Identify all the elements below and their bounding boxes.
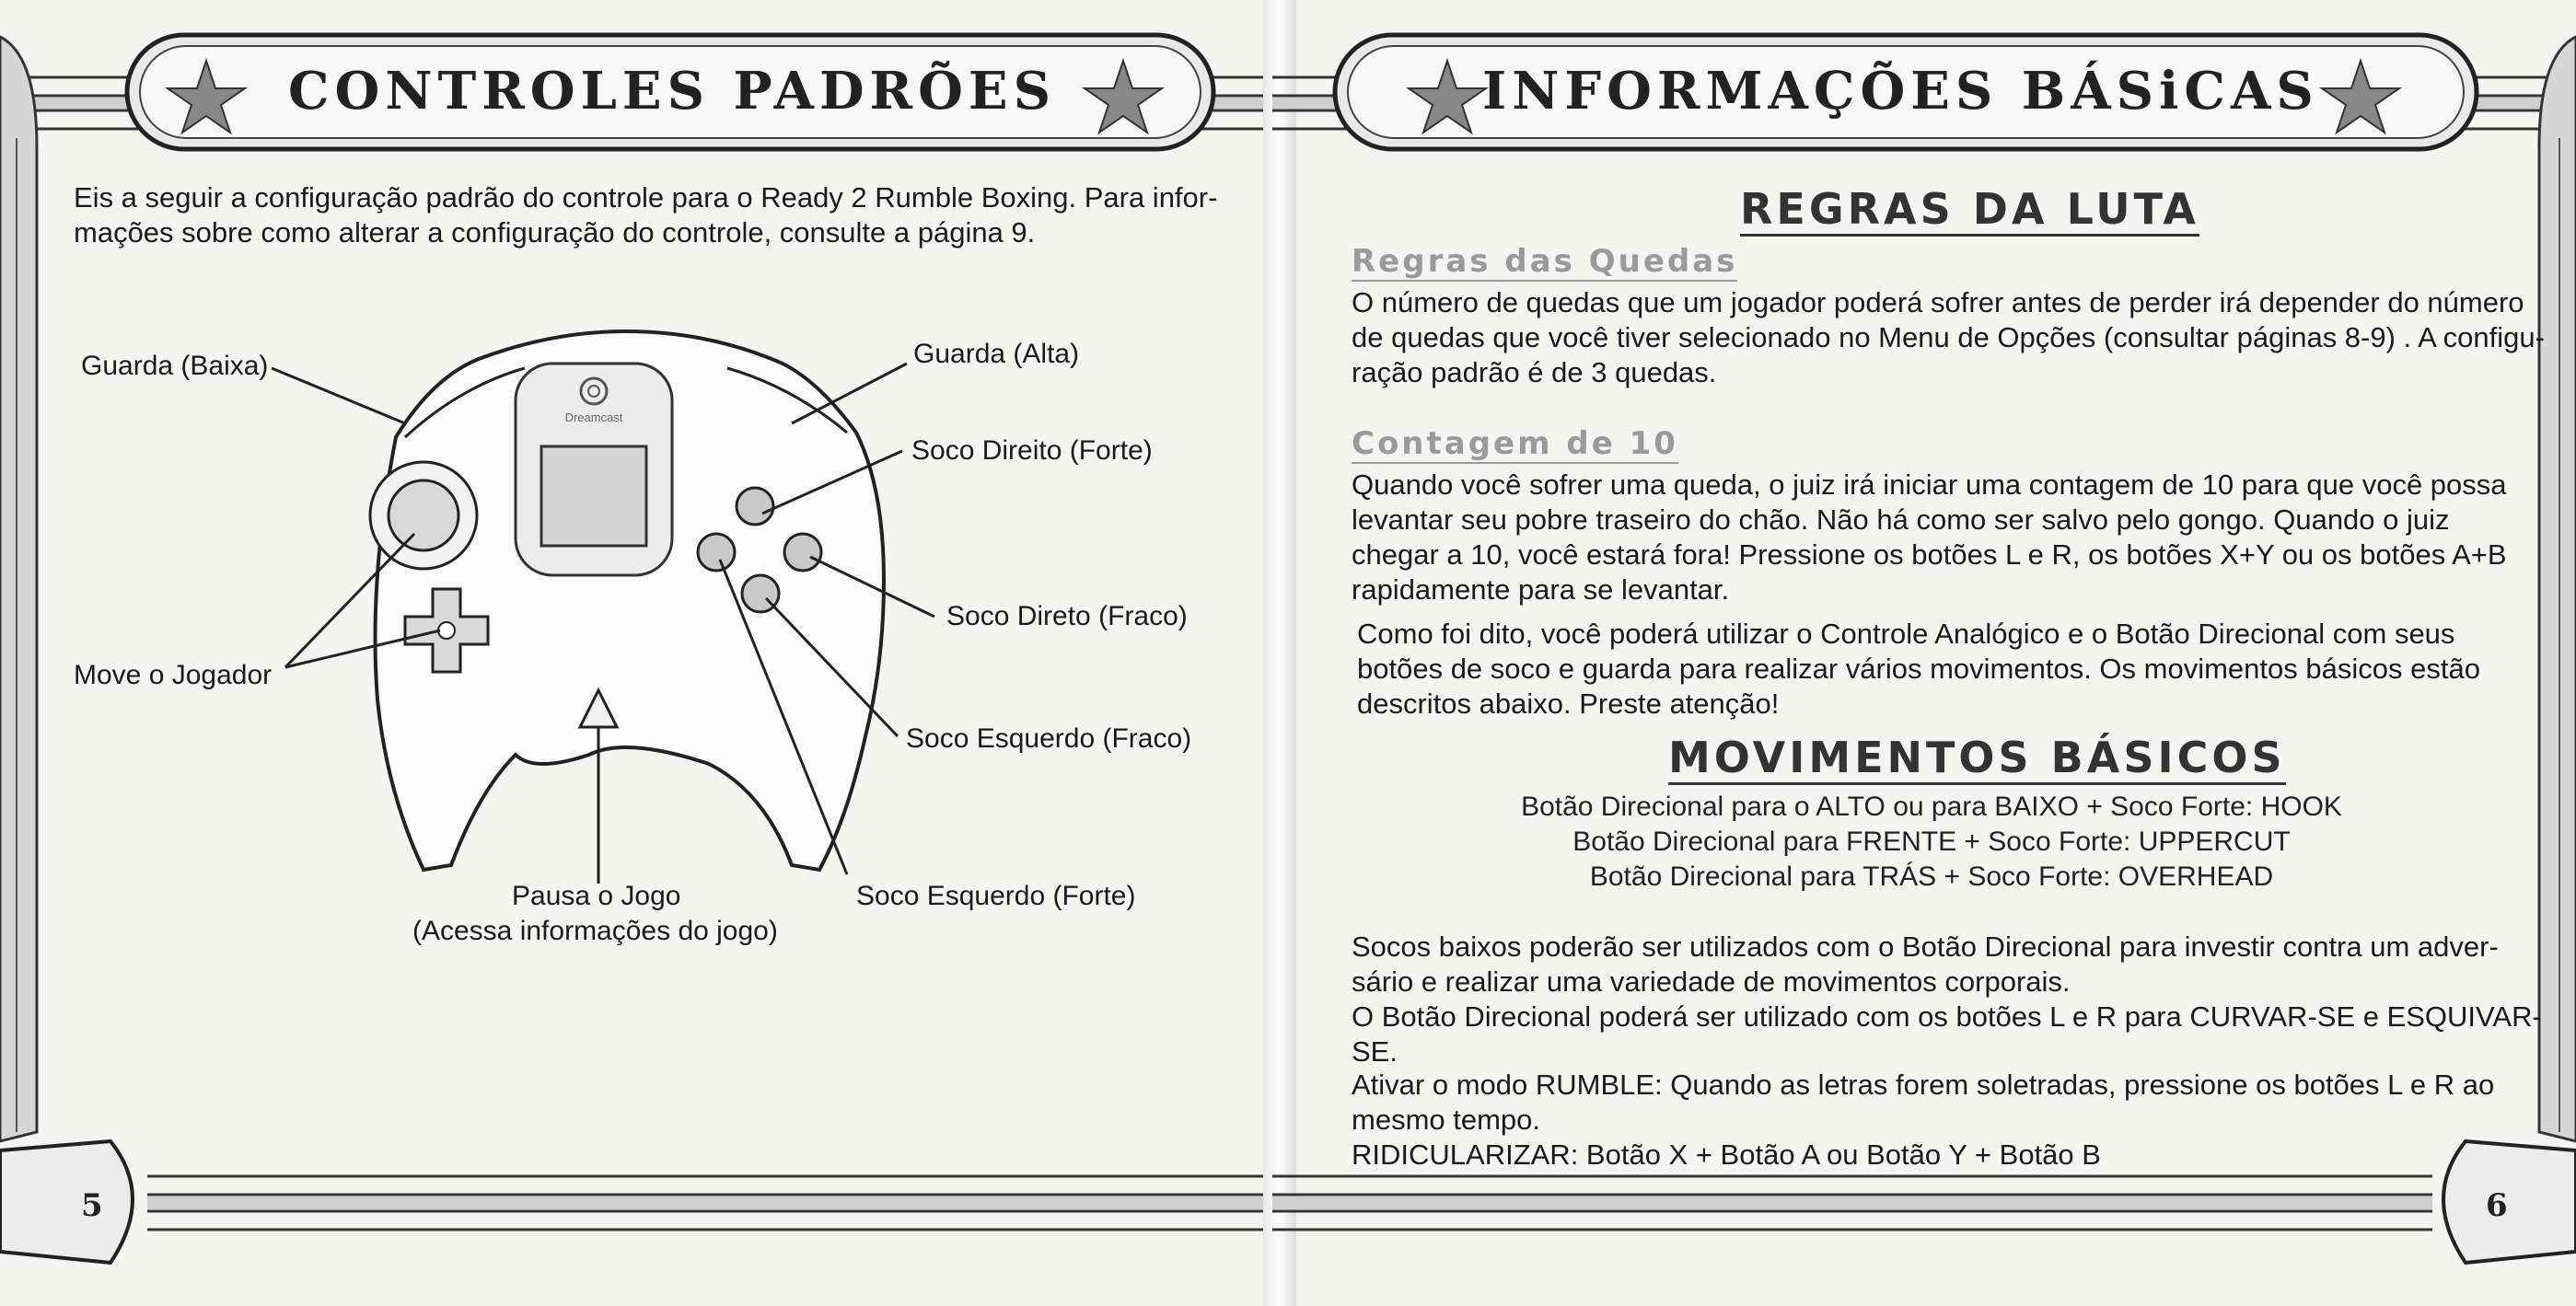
label-pause-line-1: Pausa o Jogo bbox=[512, 881, 681, 911]
label-punch-right-weak: Soco Direto (Fraco) bbox=[946, 601, 1188, 631]
vmu-brand: Dreamcast bbox=[564, 410, 623, 424]
label-punch-left-strong: Soco Esquerdo (Forte) bbox=[856, 881, 1136, 911]
vmu-screen bbox=[541, 446, 646, 546]
falls-text-line-1: O número de quedas que um jogador poderá sofrer antes de perder irá depender do número bbox=[1352, 286, 2524, 318]
falls-text-line-3: ração padrão é de 3 quedas. bbox=[1352, 356, 1717, 388]
left-page bbox=[0, 0, 1272, 1306]
right-page bbox=[1272, 0, 2576, 1306]
low-punches-line-3: O Botão Direcional poderá ser utilizado com os botões L e R para CURVAR-SE e ESQUIVAR-SE. bbox=[1352, 1000, 2542, 1068]
left-page-title: CONTROLES PADRÕES bbox=[287, 61, 1057, 121]
label-move-player: Move o Jogador bbox=[74, 660, 273, 690]
count-heading: Contagem de 10 bbox=[1352, 425, 1678, 462]
extra-text-line-3: RIDICULARIZAR: Botão X + Botão A ou Botão Y + Botão B bbox=[1352, 1138, 2101, 1171]
count-text-line-3: chegar a 10, você estará fora! Pressione os botões L e R, os botões X+Y ou os botões A+B bbox=[1352, 538, 2507, 571]
label-pause-line-2: (Acessa informações do jogo) bbox=[412, 916, 778, 946]
move-line-3: Botão Direcional para TRÁS + Soco Forte: OVERHEAD bbox=[1589, 861, 2274, 892]
extra-text-line-1: Ativar o modo RUMBLE: Quando as letras forem soletradas, pressione os botões L e R ao bbox=[1352, 1069, 2495, 1101]
analog-text-line-3: descritos abaixo. Preste atenção! bbox=[1357, 688, 1780, 720]
right-page-number-tab bbox=[2443, 1141, 2576, 1263]
low-punches-line-1: Socos baixos poderão ser utilizados com o Botão Direcional para investir contra um adver- bbox=[1352, 930, 2499, 963]
rules-heading: REGRAS DA LUTA bbox=[1740, 184, 2199, 237]
button-y bbox=[737, 488, 773, 525]
button-x bbox=[698, 534, 735, 571]
left-page-number: 5 bbox=[81, 1187, 103, 1224]
count-text-line-1: Quando você sofrer uma queda, o juiz irá iniciar uma contagem de 10 para que você possa bbox=[1352, 468, 2507, 501]
label-punch-left-weak: Soco Esquerdo (Fraco) bbox=[906, 723, 1192, 754]
moves-heading: MOVIMENTOS BÁSICOS bbox=[1668, 733, 2286, 785]
falls-text-line-2: de quedas que você tiver selecionado no Menu de Opções (consultar páginas 8-9) . A configu- bbox=[1352, 321, 2545, 353]
label-guard-high: Guarda (Alta) bbox=[913, 339, 1080, 369]
extra-text-line-2: mesmo tempo. bbox=[1352, 1104, 1541, 1136]
falls-heading: Regras das Quedas bbox=[1352, 243, 1738, 280]
label-punch-right-strong: Soco Direito (Forte) bbox=[911, 435, 1153, 466]
low-punches-line-2: sário e realizar uma variedade de movimentos corporais. bbox=[1352, 965, 2071, 998]
label-guard-low: Guarda (Baixa) bbox=[81, 351, 269, 381]
analog-text-line-1: Como foi dito, você poderá utilizar o Controle Analógico e o Botão Direcional com seus bbox=[1357, 618, 2455, 650]
move-line-1: Botão Direcional para o ALTO ou para BAIXO + Soco Forte: HOOK bbox=[1521, 792, 2342, 822]
button-b bbox=[784, 534, 821, 571]
left-intro-line-2: mações sobre como alterar a configuração do controle, consulte a página 9. bbox=[74, 216, 1036, 248]
count-text-line-2: levantar seu pobre traseiro do chão. Não há como ser salvo pelo gongo. Quando o juiz bbox=[1352, 503, 2450, 536]
right-page-title: INFORMAÇÕES BÁSiCAS bbox=[1482, 61, 2319, 121]
count-text-line-4: rapidamente para se levantar. bbox=[1352, 573, 1730, 606]
left-page-number-tab bbox=[0, 1141, 133, 1263]
move-line-2: Botão Direcional para FRENTE + Soco Forte: UPPERCUT bbox=[1572, 826, 2291, 857]
right-page-number: 6 bbox=[2486, 1187, 2508, 1224]
analog-text-line-2: botões de soco e guarda para realizar vários movimentos. Os movimentos básicos estão bbox=[1357, 653, 2480, 685]
left-intro-line-1: Eis a seguir a configuração padrão do controle para o Ready 2 Rumble Boxing. Para infor- bbox=[74, 181, 1218, 214]
